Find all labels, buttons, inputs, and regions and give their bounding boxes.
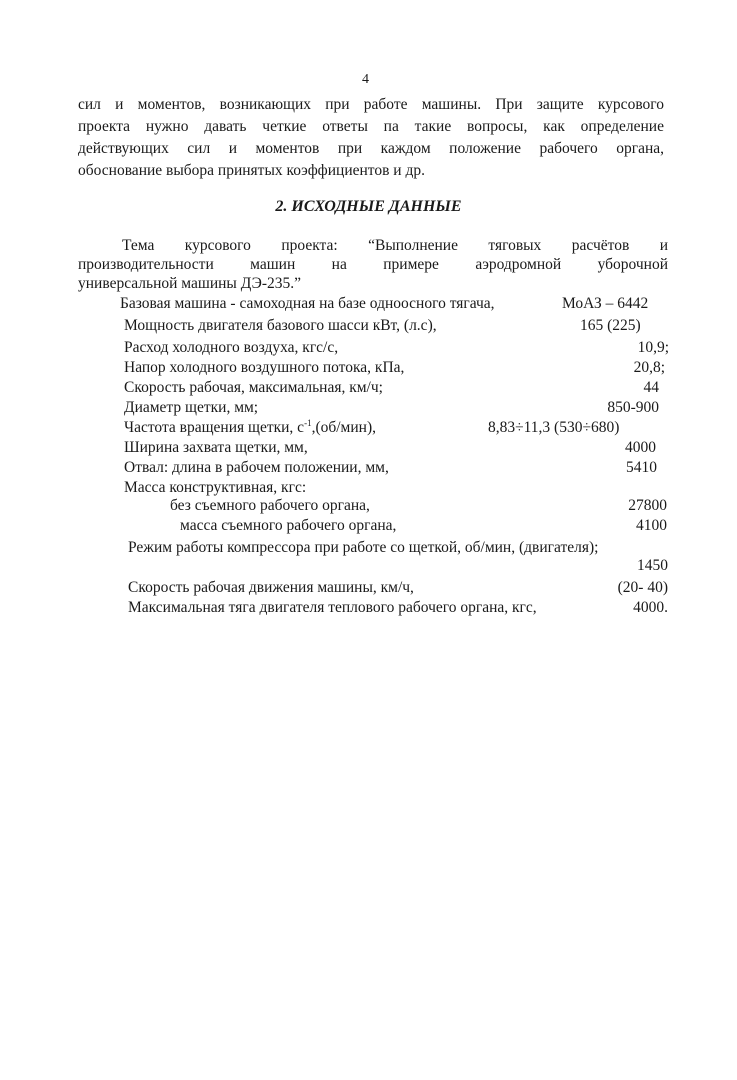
page-number: 4 bbox=[362, 72, 369, 87]
param-value: 4100 bbox=[636, 517, 667, 534]
param-value: 165 (225) bbox=[580, 317, 641, 334]
param-label: Напор холодного воздушного потока, кПа, bbox=[124, 359, 405, 376]
param-label: без съемного рабочего органа, bbox=[170, 497, 370, 514]
param-value: (20- 40) bbox=[617, 579, 668, 596]
param-label: Диаметр щетки, мм; bbox=[124, 399, 259, 416]
param-value: 1450 bbox=[637, 557, 668, 574]
param-label: Ширина захвата щетки, мм, bbox=[124, 439, 308, 456]
param-value: МоАЗ – 6442 bbox=[562, 295, 649, 312]
param-label: Расход холодного воздуха, кгс/с, bbox=[124, 339, 339, 356]
param-label: Мощность двигателя базового шасси кВт, (л.с), bbox=[124, 317, 437, 334]
param-value: 4000 bbox=[625, 439, 656, 456]
param-value: 8,83÷11,3 (530÷680) bbox=[488, 419, 620, 436]
param-value: 20,8; bbox=[633, 359, 665, 376]
topic-line: универсальной машины ДЭ-235.” bbox=[78, 275, 302, 292]
param-value: 850-900 bbox=[607, 399, 659, 416]
param-label-sup: -1 bbox=[304, 417, 312, 428]
param-label bbox=[124, 418, 376, 437]
intro-line: действующих сил и моментов при каждом положение рабочего органа, bbox=[78, 140, 664, 157]
param-label: масса съемного рабочего органа, bbox=[180, 517, 397, 534]
param-value: 27800 bbox=[628, 497, 667, 514]
topic-line: производительности машин на примере аэродромной уборочной bbox=[78, 256, 668, 273]
param-label: Режим работы компрессора при работе со щеткой, об/мин, (двигателя); bbox=[128, 539, 599, 556]
param-label: Максимальная тяга двигателя теплового рабочего органа, кгс, bbox=[128, 599, 537, 616]
param-label: Скорость рабочая, максимальная, км/ч; bbox=[124, 379, 383, 396]
param-value: 4000. bbox=[633, 599, 668, 616]
intro-line: проекта нужно давать четкие ответы па такие вопросы, как определение bbox=[78, 118, 664, 135]
section-heading: 2. ИСХОДНЫЕ ДАННЫЕ bbox=[275, 198, 462, 215]
param-label-text: Частота вращения щетки, с bbox=[124, 419, 305, 436]
param-label: Базовая машина - самоходная на базе одноосного тягача, bbox=[120, 295, 495, 312]
param-label-text: ,(об/мин), bbox=[311, 419, 376, 436]
param-label: Отвал: длина в рабочем положении, мм, bbox=[124, 459, 389, 476]
param-value: 5410 bbox=[626, 459, 657, 476]
topic-paragraph bbox=[78, 236, 668, 293]
param-label: Масса конструктивная, кгс: bbox=[124, 479, 307, 496]
param-value: 10,9; bbox=[637, 339, 669, 356]
param-label: Скорость рабочая движения машины, км/ч, bbox=[128, 579, 414, 596]
intro-line: сил и моментов, возникающих при работе машины. При защите курсового bbox=[78, 96, 664, 113]
param-value: 44 bbox=[643, 379, 659, 396]
intro-line: обоснование выбора принятых коэффициентов и др. bbox=[78, 162, 425, 179]
topic-line: Тема курсового проекта: “Выполнение тяговых расчётов и bbox=[122, 237, 668, 254]
intro-paragraph bbox=[78, 94, 664, 182]
